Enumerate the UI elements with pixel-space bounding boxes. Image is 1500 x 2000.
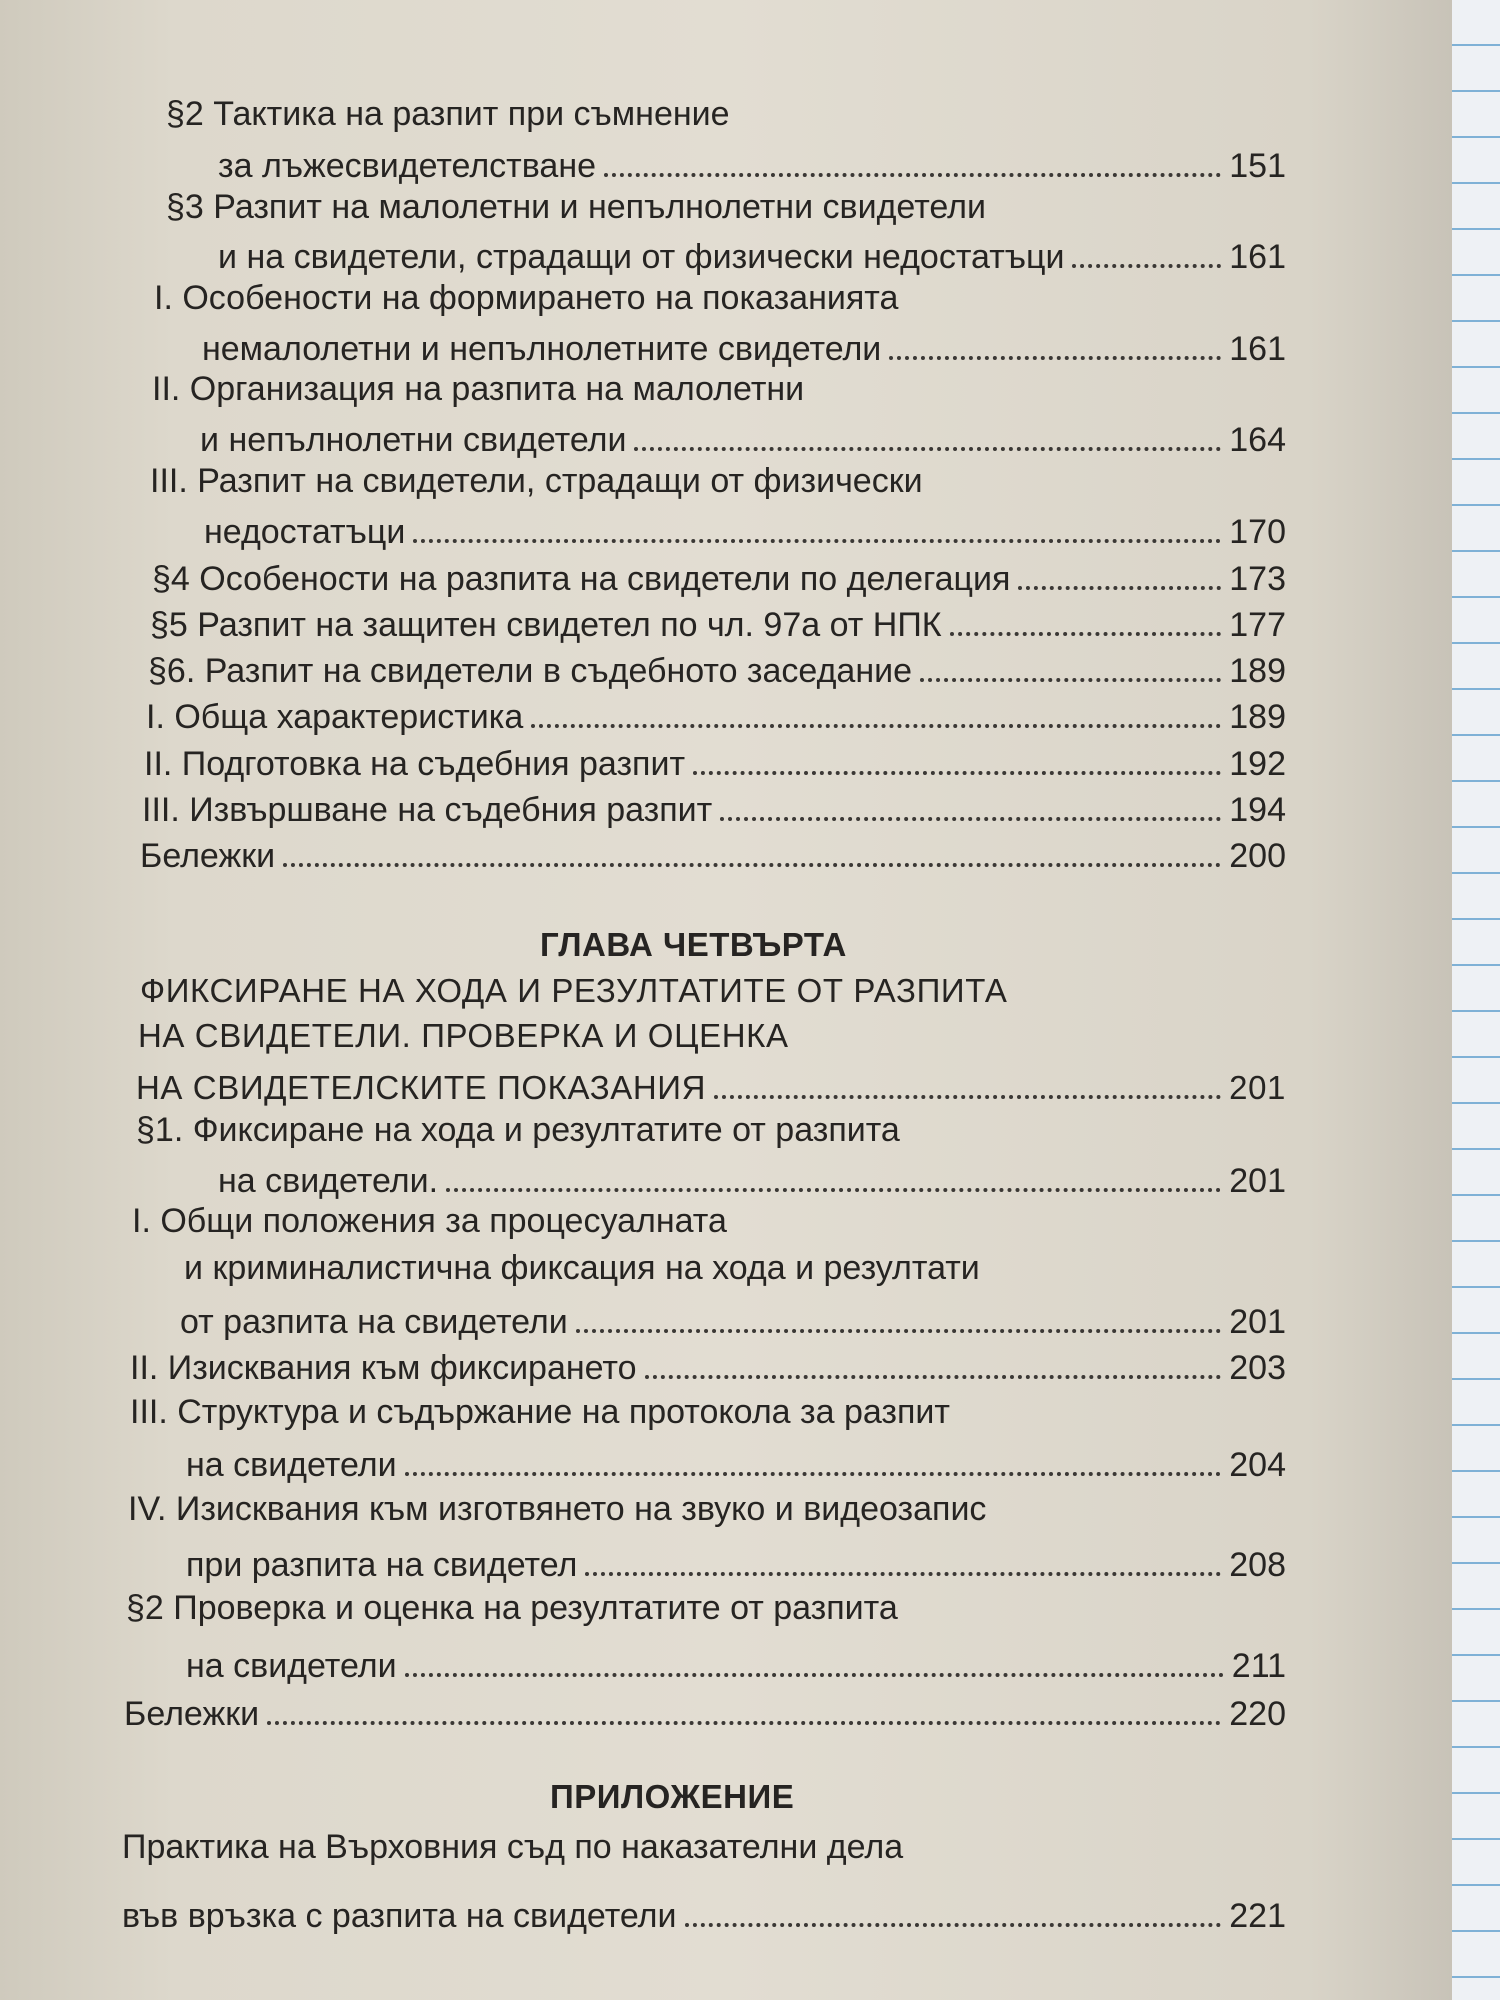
- toc-entry: [144, 738, 1286, 784]
- toc-page-number: 201: [1229, 1069, 1286, 1106]
- notebook-background: [1452, 0, 1500, 2000]
- toc-page-number: 208: [1229, 1546, 1286, 1584]
- toc-entry: [218, 140, 1286, 186]
- toc-entry-line: I. Общи положения за процесуалната: [132, 1202, 727, 1240]
- toc-entry-title: Бележки: [140, 837, 276, 875]
- toc-page-number: 194: [1229, 791, 1286, 829]
- dot-leader: [950, 632, 1222, 636]
- toc-entry: [204, 506, 1286, 552]
- toc-entry-title: и на свидетели, страдащи от физически недостатъци: [218, 238, 1065, 276]
- toc-page-number: 211: [1231, 1647, 1286, 1685]
- appendix-heading: ПРИЛОЖЕНИЕ: [550, 1778, 795, 1815]
- toc-entry-line: II. Организация на разпита на малолетни: [152, 370, 805, 408]
- dot-leader: [720, 817, 1221, 821]
- toc-entry: [152, 553, 1286, 599]
- toc-page-number: 204: [1229, 1446, 1286, 1484]
- toc-page-number: 192: [1229, 745, 1286, 783]
- toc-entry: [124, 1688, 1286, 1734]
- dot-leader: [634, 447, 1221, 451]
- toc-entry-title: на свидетели: [186, 1446, 397, 1484]
- toc-entry-title: I. Обща характеристика: [146, 698, 524, 736]
- toc-entry-line: §1. Фиксиране на хода и резултатите от разпита: [136, 1111, 900, 1149]
- toc-entry: [148, 645, 1286, 691]
- toc-entry-title: на свидетели.: [218, 1162, 439, 1200]
- toc-entry-title: недостатъци: [204, 513, 406, 551]
- toc-entry: [202, 323, 1286, 369]
- dot-leader: [1072, 264, 1221, 268]
- toc-entry-title: за лъжесвидетелстване: [218, 147, 597, 185]
- toc-page-number: 189: [1229, 652, 1286, 690]
- toc-entry-line: I. Особености на формирането на показанията: [154, 279, 899, 317]
- toc-page-number: 221: [1229, 1897, 1286, 1935]
- toc-page-number: 201: [1229, 1303, 1286, 1341]
- toc-entry-title: на свидетели: [186, 1647, 397, 1685]
- dot-leader: [645, 1375, 1222, 1379]
- dot-leader: [267, 1721, 1221, 1725]
- toc-entry-title: от разпита на свидетели: [180, 1303, 568, 1341]
- toc-page-number: 173: [1229, 560, 1286, 598]
- toc-entry-title: §5 Разпит на защитен свидетел по чл. 97а от НПК: [150, 606, 942, 644]
- toc-entry: [218, 1155, 1286, 1201]
- dot-leader: [1018, 586, 1221, 590]
- toc-page-number: 151: [1229, 147, 1286, 185]
- toc-page-number: 189: [1229, 698, 1286, 736]
- toc-page-number: 200: [1229, 837, 1286, 875]
- toc-entry-title: III. Извършване на съдебния разпит: [142, 791, 713, 829]
- toc-page-number: 170: [1229, 513, 1286, 551]
- toc-entry: [186, 1439, 1286, 1485]
- toc-entry-title: Бележки: [124, 1695, 260, 1733]
- toc-entry: [146, 691, 1286, 737]
- toc-entry: [122, 1890, 1286, 1936]
- toc-entry-line: и криминалистична фиксация на хода и резултати: [184, 1249, 980, 1287]
- toc-entry-line: §2 Проверка и оценка на резултатите от разпита: [126, 1589, 898, 1627]
- toc-entry: [218, 231, 1286, 277]
- toc-entry-line: §2 Тактика на разпит при съмнение: [166, 95, 730, 133]
- toc-entry-line: IV. Изисквания към изготвянето на звуко и видеозапис: [128, 1490, 987, 1528]
- toc-page-number: 161: [1229, 238, 1286, 276]
- toc-entry-title: във връзка с разпита на свидетели: [122, 1897, 677, 1935]
- dot-leader: [889, 356, 1221, 360]
- toc-entry: [130, 1342, 1286, 1388]
- dot-leader: [714, 1095, 1221, 1099]
- dot-leader: [920, 678, 1221, 682]
- dot-leader: [685, 1923, 1222, 1927]
- toc-page-number: 220: [1229, 1695, 1286, 1733]
- toc-page-number: 161: [1229, 330, 1286, 368]
- toc-entry: [186, 1539, 1286, 1585]
- toc-entry-title: при разпита на свидетел: [186, 1546, 578, 1584]
- dot-leader: [531, 724, 1221, 728]
- dot-leader: [604, 173, 1221, 177]
- toc-entry-title: II. Изисквания към фиксирането: [130, 1349, 637, 1387]
- toc-entry: [150, 599, 1286, 645]
- dot-leader: [413, 539, 1221, 543]
- toc-entry-line: III. Разпит на свидетели, страдащи от физически: [150, 462, 923, 500]
- chapter-title-line: НА СВИДЕТЕЛСКИТЕ ПОКАЗАНИЯ: [136, 1069, 707, 1106]
- toc-entry: [200, 414, 1286, 460]
- chapter-title-line: ФИКСИРАНЕ НА ХОДА И РЕЗУЛТАТИТЕ ОТ РАЗПИТА: [140, 972, 1008, 1009]
- dot-leader: [283, 863, 1221, 867]
- toc-entry-title: немалолетни и непълнолетните свидетели: [202, 330, 882, 368]
- toc-entry-line: Практика на Върховния съд по наказателни дела: [122, 1828, 904, 1866]
- toc-page-number: 177: [1229, 606, 1286, 644]
- dot-leader: [405, 1673, 1224, 1677]
- toc-entry-title: II. Подготовка на съдебния разпит: [144, 745, 686, 783]
- toc-page-number: 203: [1229, 1349, 1286, 1387]
- toc-entry-title: §4 Особености на разпита на свидетели по делегация: [152, 560, 1011, 598]
- toc-entry: [142, 784, 1286, 830]
- dot-leader: [405, 1472, 1222, 1476]
- toc-entry-title: и непълнолетни свидетели: [200, 421, 627, 459]
- toc-page-number: 201: [1229, 1162, 1286, 1200]
- chapter-title-line: НА СВИДЕТЕЛИ. ПРОВЕРКА И ОЦЕНКА: [138, 1017, 789, 1054]
- dot-leader: [576, 1329, 1222, 1333]
- toc-entry-line: III. Структура и съдържание на протокола за разпит: [130, 1393, 950, 1431]
- toc-entry: [186, 1640, 1286, 1686]
- chapter-heading: ГЛАВА ЧЕТВЪРТА: [540, 926, 847, 963]
- toc-entry-title: §6. Разпит на свидетели в съдебното заседание: [148, 652, 913, 690]
- dot-leader: [585, 1572, 1221, 1576]
- dot-leader: [693, 771, 1221, 775]
- toc-entry: [140, 830, 1286, 876]
- toc-entry: [180, 1296, 1286, 1342]
- toc-page-number: 164: [1229, 421, 1286, 459]
- chapter-title-entry: [136, 1062, 1286, 1108]
- dot-leader: [446, 1188, 1221, 1192]
- toc-entry-line: §3 Разпит на малолетни и непълнолетни свидетели: [166, 188, 987, 226]
